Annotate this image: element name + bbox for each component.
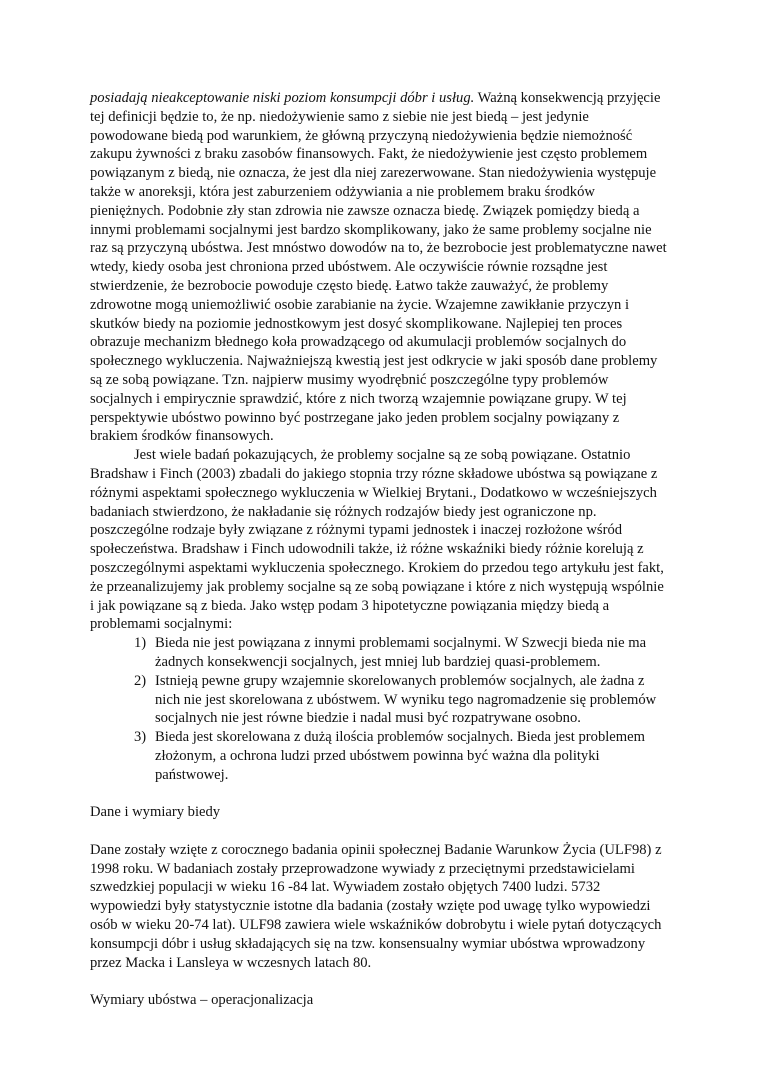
spacer bbox=[90, 784, 670, 803]
hypotheses-list bbox=[90, 634, 670, 784]
list-item-number: 1) bbox=[134, 635, 147, 652]
paragraph-research: Jest wiele badań pokazujących, że problemy socjalne są ze sobą powiązane. Ostatnio Bradshaw i Finch (2003) zbadali do jakiego stopnia trzy rózne składowe ubóstwa są powiązane z różnymi aspektami społecznego wykluczenia w Wielkiej Brytani., Dodatkowo w wcześniejszych badaniach stwierdzono, że nakładanie się różnych rodzajów biedy jest ograniczone np. poszczególne rodzaje były związane z różnymi typami jednostek i inaczej rozłożone wśród społeczeństwa. Bradshaw i Finch udowodnili także, iż różne wskaźniki biedy różnie korelują z poszczególnymi aspektami wykluczenia społecznego. Krokiem do przedou tego artykułu jest fakt, że przeanalizujemy jak problemy socjalne są ze sobą powiązane i które z nich występują wspólnie i jak powiązane są z bieda. Jako wstęp podam 3 hipotetyczne powiązania między biedą a problemami socjalnymi: bbox=[90, 447, 664, 633]
list-item bbox=[90, 728, 670, 784]
paragraph-data: Dane zostały wzięte z corocznego badania opinii społecznej Badanie Warunkow Życia (ULF98) z 1998 roku. W badaniach zostały przeprowadzone wywiady z przeciętnymi przedstawicielami szwedzkiej populacji w wieku 16 -84 lat. Wywiadem zostało objętych 7400 ludzi. 5732 wypowiedzi były statystycznie istotne dla badania (zostały wzięte pod uwagę tylko wypowiedzi osób w wieku 20-74 lat). ULF98 zawiera wiele wskaźników dobrobytu i wiele pytań dotyczących konsumpcji dóbr i usług składających się na tzw. konsensualny wymiar ubóstwa wprowadzony przez Macka i Lansleya w wczesnych latach 80. bbox=[90, 841, 662, 971]
paragraph-intro-text: Ważną konsekwencją przyjęcie tej definicji będzie to, że np. niedożywienie samo z siebie nie jest biedą – jest jedynie powodowane biedą pod warunkiem, że główną przyczyną niedożywienia będzie niemożność zakupu żywności z braku zasobów finansowych. Fakt, że niedożywienie jest często problemem powiązanym z biedą, nie oznacza, że jest dla niej zarezerwowane. Stan niedożywienia występuje także w anoreksji, która jest zaburzeniem odżywiania a nie problemem braku środków pieniężnych. Podobnie zły stan zdrowia nie zawsze oznacza biedę. Związek pomiędzy biedą a innymi problemami socjalnymi jest bardzo skomplikowany, jako że same problemy socjalne nie raz są przyczyną ubóstwa. Jest mnóstwo dowodów na to, że bezrobocie jest problematyczne nawet wtedy, kiedy osoba jest chroniona przed ubóstwem. Ale oczywiście równie rozsądne jest stwierdzenie, że bezrobocie powoduje często biedę. Łatwo także zauważyć, że problemy zdrowotne mogą uniemożliwić osobie zarabianie na życie. Wzajemne zawikłanie przyczyn i skutków biedy na poziomie jednostkowym jest dosyć skomplikowane. Najlepiej ten proces obrazuje mechanizm błednego koła prowadzącego od akumulacji problemów socjalnych do społecznego wykluczenia. Najważniejszą kwestią jest jest odkrycie w jaki sposób dane problemy są ze sobą powiązane. Tzn. najpierw musimy wyodrębnić poszczególne typy problemów socjalnych i empirycznie sprawdzić, które z nich tworzą wzajemnie powiązane grupy. W tej perspektywie ubóstwo powinno być postrzegane jako jeden problem socjalny powiązany z brakiem środków finansowych. bbox=[90, 90, 667, 445]
spacer bbox=[90, 822, 670, 841]
section-heading-dimensions: Wymiary ubóstwa – operacjonalizacja bbox=[90, 992, 314, 1009]
spacer bbox=[90, 972, 670, 991]
document-page bbox=[90, 89, 670, 1010]
list-item-text: Bieda nie jest powiązana z innymi problemami socjalnymi. W Szwecji bieda nie ma żadnych konsekwencji socjalnych, jest mniej lub bardziej quasi-problemem. bbox=[155, 635, 647, 670]
list-item-number: 2) bbox=[134, 672, 147, 689]
italic-definition-lead: posiadają nieakceptowanie niski poziom konsumpcji dóbr i usług. bbox=[90, 90, 475, 106]
list-item-text: Istnieją pewne grupy wzajemnie skorelowanych problemów socjalnych, ale żadna z nich nie jest skorelowana z ubóstwem. W wyniku tego nagromadzenie się problemów socjalnych nie jest równe biedzie i nadal musi być rozpatrywane osobno. bbox=[155, 672, 657, 727]
list-item-text: Bieda jest skorelowana z dużą ilościa problemów socjalnych. Bieda jest problemem złożonym, a ochrona ludzi przed ubóstwem powinna być ważna dla polityki państwowej. bbox=[155, 729, 645, 783]
list-item bbox=[90, 634, 670, 672]
section-heading-data: Dane i wymiary biedy bbox=[90, 804, 221, 821]
list-item bbox=[90, 672, 670, 728]
paragraph-intro bbox=[90, 89, 670, 446]
list-item-number: 3) bbox=[134, 729, 147, 746]
